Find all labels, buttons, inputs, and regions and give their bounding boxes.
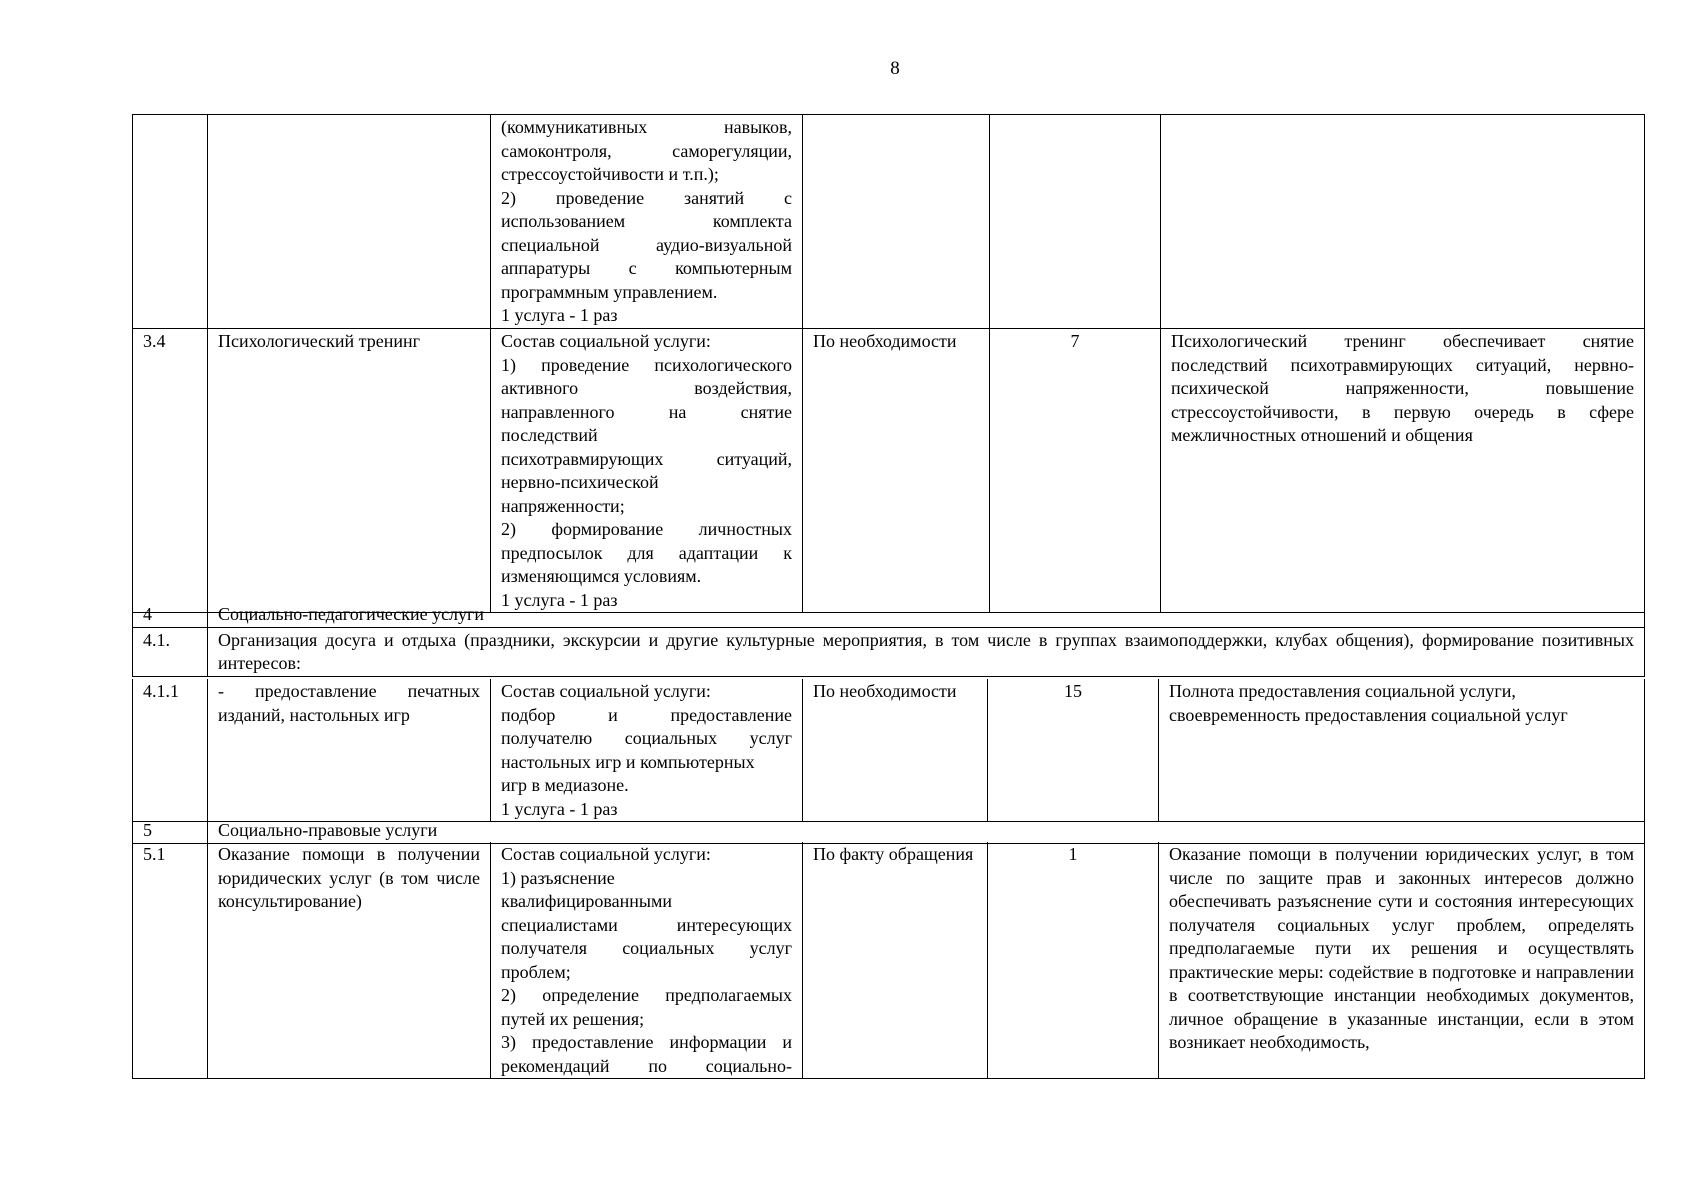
section-row-4 [133,602,1645,627]
description-cell [491,115,803,329]
section-title: Социально-правовые услуги [208,818,1645,843]
description-line: рекомендаций по социально- [501,1055,792,1076]
description-line: игр в медиазоне. [501,775,629,795]
periodicity: По факту обращения [803,842,988,1079]
description-line: Состав социальной услуги: [501,331,711,351]
term: 1 [988,842,1159,1079]
description-line: 1 услуга - 1 раз [501,798,618,819]
services-table [132,114,1645,613]
description-line: стрессоустойчивости и т.п.); [501,164,719,184]
description-line: нервно-психической [501,472,659,492]
description-line: 1 услуга - 1 раз [501,305,618,325]
description-line: специалистами интересующих [501,914,792,935]
quality-line: своевременность предоставления социальной услуг [1169,704,1568,725]
description-line: самоконтроля, саморегуляции, [501,140,792,161]
description-line: напряженности; [501,495,625,516]
description-line: получателю социальных услуг [501,728,792,748]
table-row-4-1-1 [133,679,1645,822]
row-number: 5.1 [133,842,208,1079]
section-row-5 [133,818,1645,843]
term: 7 [990,329,1161,613]
description-line: 3) предоставление информации и [501,1032,792,1052]
description-line: последствий [501,425,598,445]
description-line: психотравмирующих ситуаций, [501,448,792,469]
num-cell [133,115,208,329]
quality-text: Оказание помощи в получении юридических услуг, в том числе по защите прав и законных интересов должно обеспечивать разъяснение сути и состояния интересующих получателя социальных услуг проблем, определять предполагаемые пути их решения и осуществлять практические меры: содействие в подготовке и направлении в соответствующие инстанции необходимых документов, личное обращение в указанные инстанции, если в этом возникает необходимость, [1159,842,1645,1079]
row-number: 4.1. [133,627,208,676]
description-cell [491,842,803,1079]
description-line: Состав социальной услуги: [501,681,711,701]
name-cell [208,115,491,329]
section-5-table [132,818,1645,844]
section-number: 5 [133,818,208,843]
quality-cell [1159,679,1645,822]
description-cell [491,679,803,822]
description-line: предпосылок для адаптации к [501,542,792,563]
description-line: аппаратуры с компьютерным [501,258,792,278]
description-line: проблем; [501,961,571,982]
row-5-1-table [132,842,1645,1079]
periodicity: По необходимости [803,329,990,613]
description-line: специальной аудио-визуальной [501,234,792,255]
table-row-3-4 [133,329,1645,613]
description-line: квалифицированными [501,891,672,911]
quality-line: Полнота предоставления социальной услуги, [1169,681,1516,701]
page-number: 8 [890,58,900,79]
periodicity: По необходимости [803,679,988,822]
service-name: - предоставление печатных изданий, настольных игр [208,679,491,822]
table-row-5-1 [133,842,1645,1079]
description-line: 1) разъяснение [501,867,615,888]
description-line: 1) проведение психологического [501,354,792,375]
periodicity-cell [803,115,990,329]
description-line: активного воздействия, [501,378,792,398]
row-number: 3.4 [133,329,208,613]
description-line: 2) определение предполагаемых [501,985,792,1005]
section-4-table [132,602,1645,677]
term-cell [990,115,1161,329]
section-number: 4 [133,602,208,627]
table-row-continuation [133,115,1645,329]
quality-cell [1161,115,1645,329]
service-name: Оказание помощи в получении юридических услуг (в том числе консультирование) [208,842,491,1079]
description-cell [491,329,803,613]
description-line: получателя социальных услуг [501,938,792,958]
term: 15 [988,679,1159,822]
description-line: использованием комплекта [501,211,792,231]
description-line: 1 услуга - 1 раз [501,589,618,610]
quality-text: Психологический тренинг обеспечивает снятие последствий психотравмирующих ситуаций, нервно-психической напряженности, повышение стрессоустойчивости, в первую очередь в сфере межличностных отношений и общения [1161,329,1645,613]
section-title: Социально-педагогические услуги [208,602,1645,627]
table-row-4-1 [133,627,1645,676]
row-4-1-1-table [132,679,1645,822]
row-number: 4.1.1 [133,679,208,822]
description-line: (коммуникативных навыков, [501,117,792,137]
description-line: программным управлением. [501,281,718,302]
description-line: направленного на снятие [501,401,792,422]
description-line: настольных игр и компьютерных [501,751,755,772]
description-line: 2) формирование личностных [501,519,792,539]
description-line: изменяющимся условиям. [501,566,702,586]
description-line: 2) проведение занятий с [501,187,792,208]
service-name: Психологический тренинг [208,329,491,613]
description-line: подбор и предоставление [501,704,792,725]
row-title: Организация досуга и отдыха (праздники, экскурсии и другие культурные мероприятия, в том числе в группах взаимоподдержки, клубах общения), формирование позитивных интересов: [208,627,1645,676]
description-line: путей их решения; [501,1008,645,1029]
description-line: Состав социальной услуги: [501,844,711,864]
